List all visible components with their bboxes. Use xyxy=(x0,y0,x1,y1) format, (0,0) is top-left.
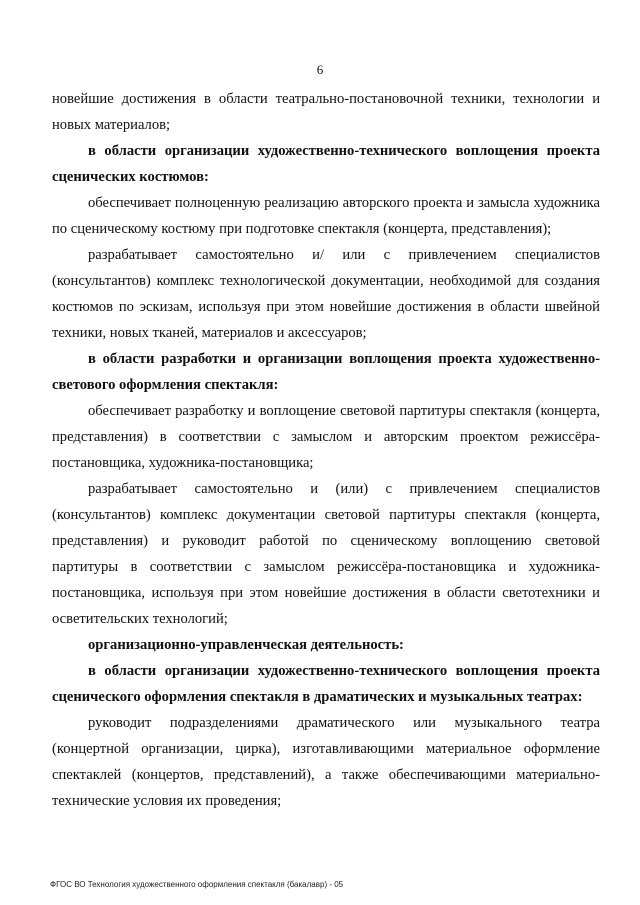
paragraph: новейшие достижения в области театрально-постановочной техники, технологии и новых материалов; xyxy=(52,91,600,133)
page-number: 6 xyxy=(316,62,324,77)
section-heading: в области организации художественно-технического воплощения проекта сценических костюмов: xyxy=(52,143,600,185)
section-heading: организационно-управленческая деятельность: xyxy=(88,637,404,653)
paragraph: разрабатывает самостоятельно и (или) с привлечением специалистов (консультантов) комплекс документации световой партитуры спектакля (концерта, представления) и руководит работой по сценическому воплощению световой партитуры в соответствии с замыслом режиссёра-постановщика и художника-постановщика, используя при этом новейшие достижения в области светотехники и осветительских технологий; xyxy=(52,481,600,627)
paragraph: обеспечивает полноценную реализацию авторского проекта и замысла художника по сценическому костюму при подготовке спектакля (концерта, представления); xyxy=(52,195,600,237)
document-body xyxy=(52,86,600,814)
paragraph: разрабатывает самостоятельно и/ или с привлечением специалистов (консультантов) комплекс технологической документации, необходимой для создания костюмов по эскизам, используя при этом новейшие достижения в области швейной техники, новых тканей, материалов и аксессуаров; xyxy=(52,247,600,341)
footer-text: ФГОС ВО Технология художественного оформления спектакля (бакалавр) - 05 xyxy=(50,880,344,889)
section-heading: в области организации художественно-технического воплощения проекта сценического оформления спектакля в драматических и музыкальных театрах: xyxy=(52,663,600,705)
paragraph: обеспечивает разработку и воплощение световой партитуры спектакля (концерта, представления) в соответствии с замыслом и авторским проектом режиссёра-постановщика, художника-постановщика; xyxy=(52,403,600,471)
section-heading: в области разработки и организации воплощения проекта художественно-светового оформления спектакля: xyxy=(52,351,600,393)
paragraph: руководит подразделениями драматического или музыкального театра (концертной организации, цирка), изготавливающими материальное оформление спектаклей (концертов, представлений), а также обеспечивающими материально-технические условия их проведения; xyxy=(52,715,600,809)
